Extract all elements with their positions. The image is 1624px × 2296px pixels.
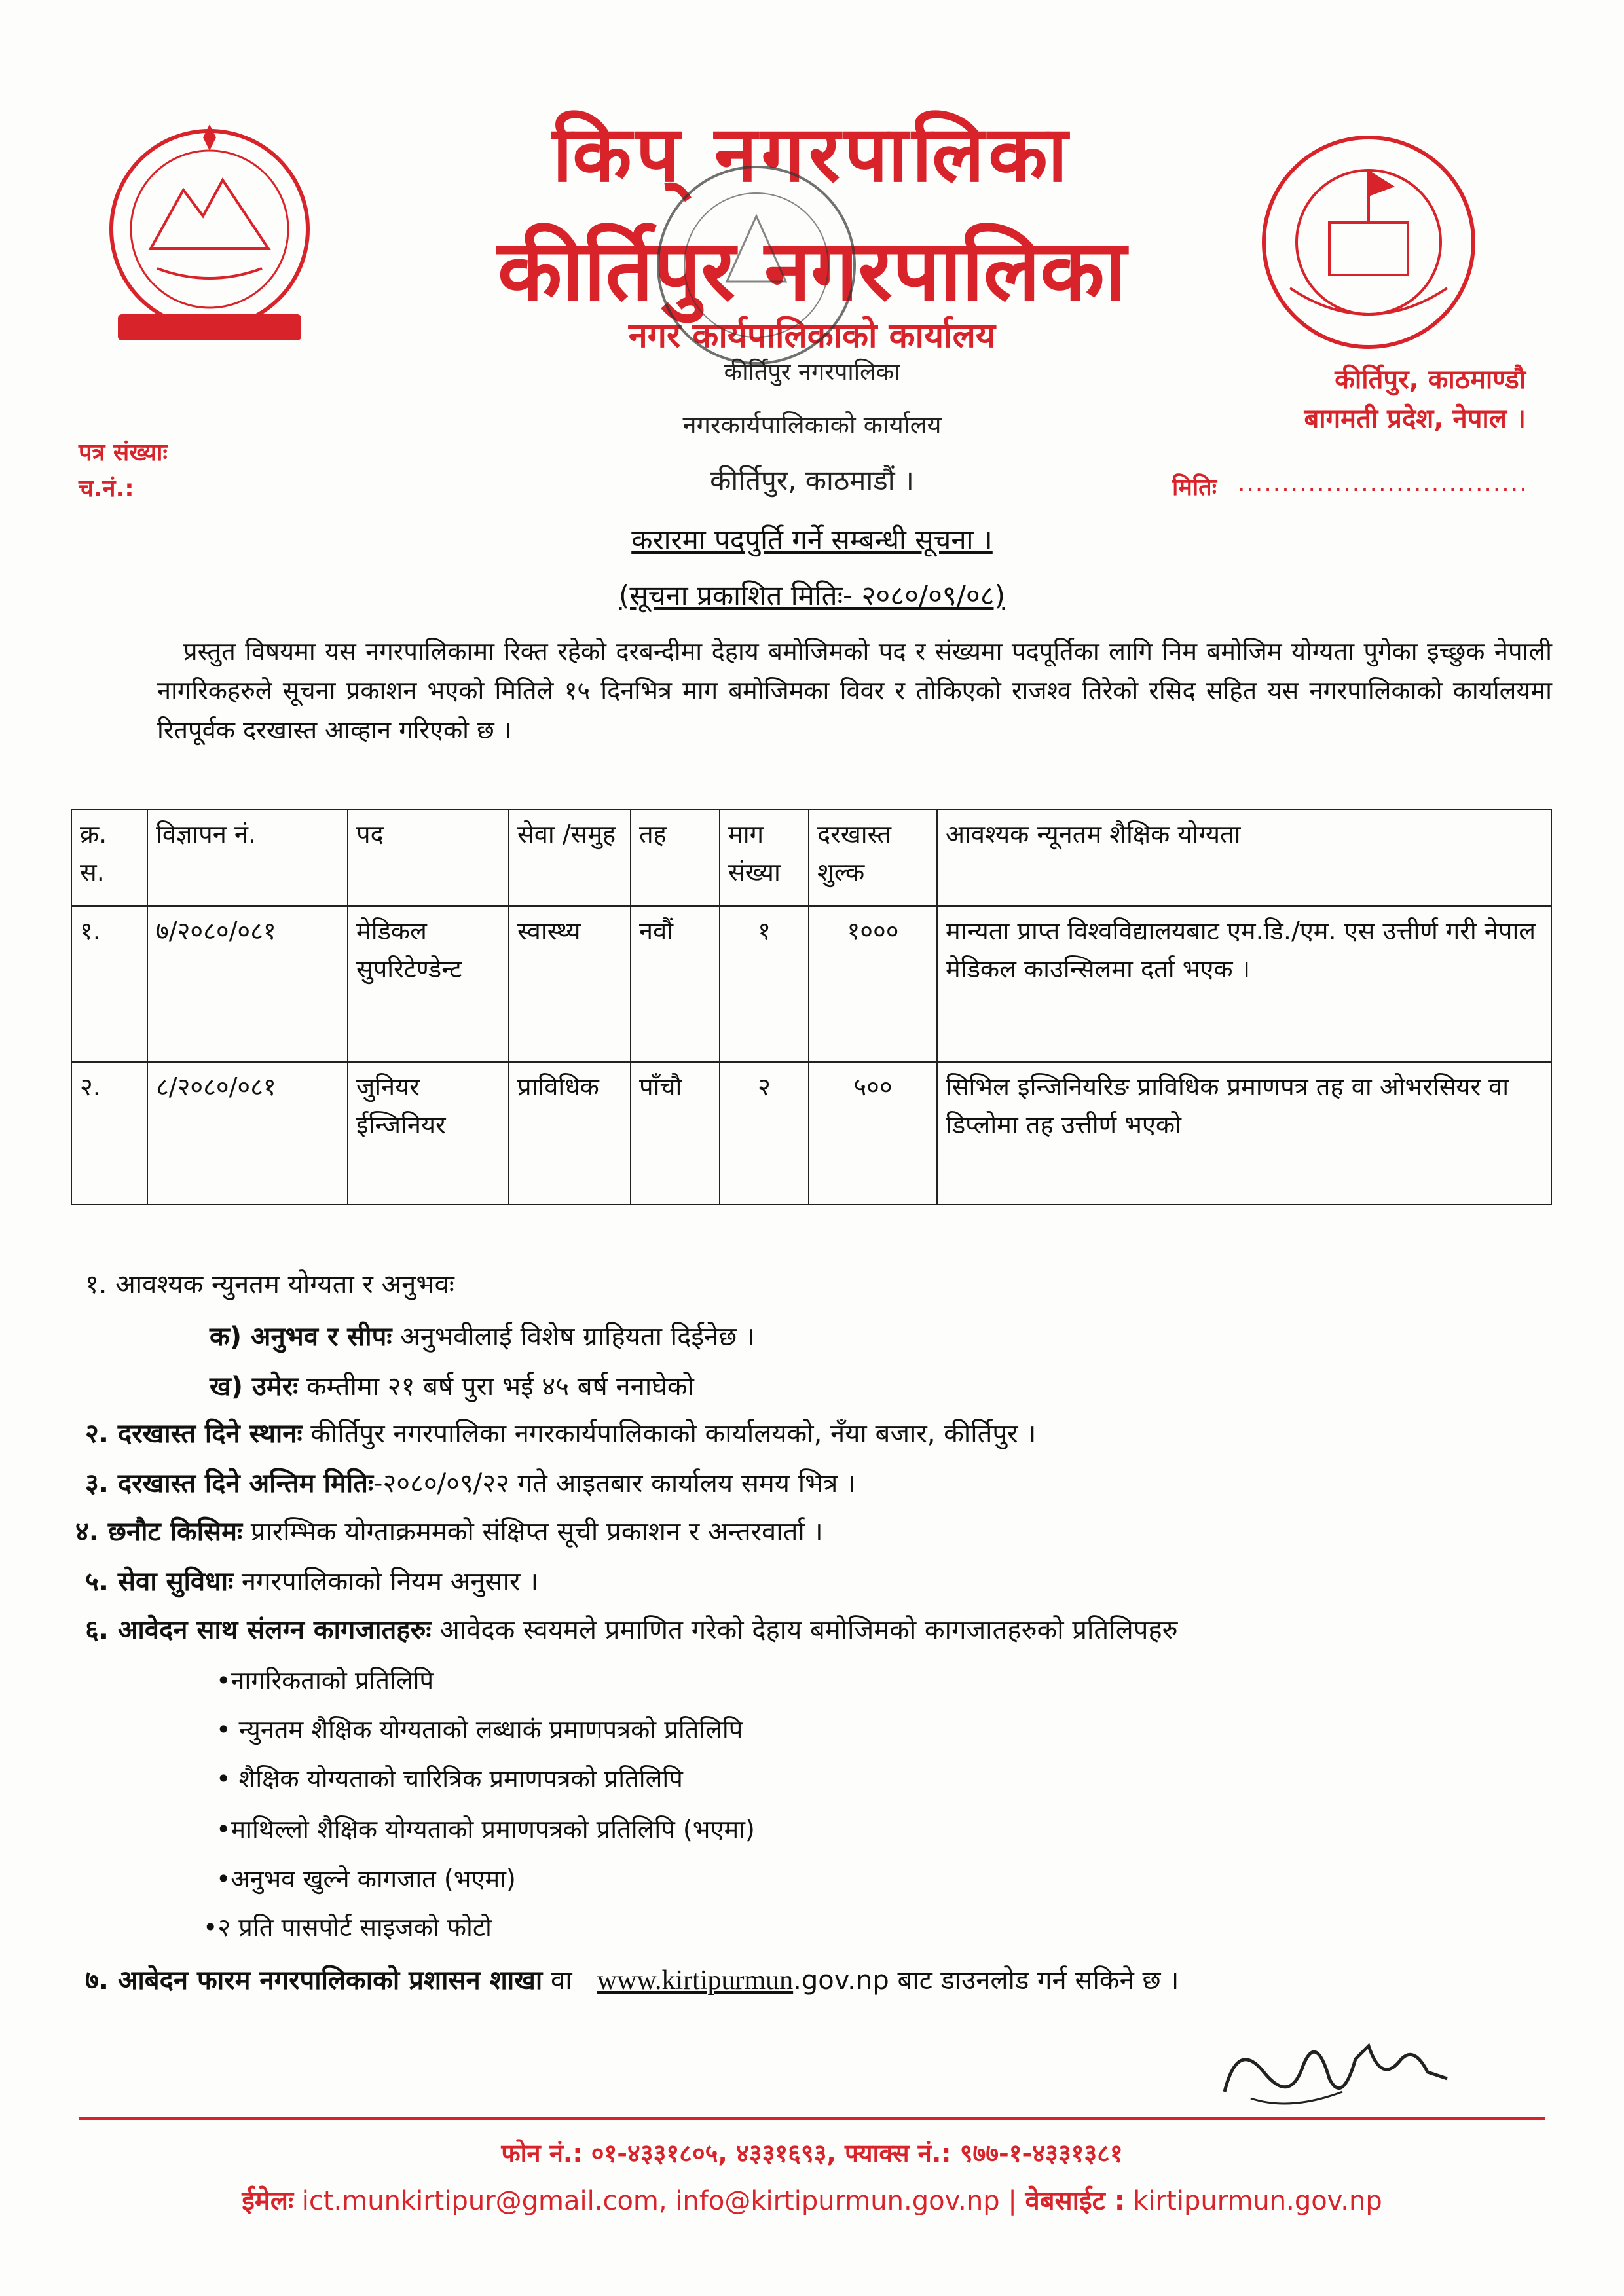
cell-service: प्राविधिक (509, 1062, 631, 1205)
cell-fee: १००० (809, 906, 937, 1062)
condition-7: ७. आबेदन फारम नगरपालिकाको प्रशासन शाखा वा www.kirtipurmun.gov.np बाट डाउनलोड गर्न सकिने छ । (85, 1965, 1179, 1995)
table-row (71, 1062, 1551, 1205)
location-line-1: कीर्तिपुर, काठमाण्डौ (1335, 365, 1526, 395)
title-newari: किप् नगरपालिका (552, 108, 1072, 199)
footer-website[interactable]: kirtipurmun.gov.np (1124, 2186, 1382, 2216)
col-level: तह (631, 809, 720, 906)
footer-phone: फोन नं.: ०१-४३३१८०५, ४३३१६९३, फ्याक्स नं.: ९७७-१-४३३१३८१ (501, 2139, 1123, 2168)
list-item: •माथिल्लो शैक्षिक योग्यताको प्रमाणपत्रको प्रतिलिपि (भएमा) (216, 1815, 755, 1844)
office-stamp (648, 157, 864, 373)
date-blank: ................................. (1238, 470, 1528, 497)
cell-sn: १. (71, 906, 147, 1062)
stamp-line-location: कीर्तिपुर, काठमाडौं । (710, 464, 914, 496)
col-service: सेवा /समुह (509, 809, 631, 906)
date-label: मितिः (1172, 474, 1217, 501)
condition-4: ४. छनौट किसिमः प्रारम्भिक योग्ताक्रममको संक्षिप्त सूची प्रकाशन र अन्तरवार्ता । (75, 1517, 823, 1547)
condition-1a: क) अनुभव र सीपः अनुभवीलाई विशेष ग्राहियता दिईनेछ । (210, 1322, 756, 1352)
stamp-line-municipality: कीर्तिपुर नगरपालिका (724, 359, 900, 386)
cell-ad-no: ८/२०८०/०८१ (147, 1062, 348, 1205)
condition-2: २. दरखास्त दिने स्थानः कीर्तिपुर नगरपालिका नगरकार्यपालिकाको कार्यालयको, नँया बजार, कीर्तिपुर । (85, 1419, 1037, 1449)
cell-qualification: मान्यता प्राप्त विश्वविद्यालयबाट एम.डि./एम. एस उत्तीर्ण गरी नेपाल मेडिकल काउन्सिलमा दर्ता भएक । (937, 906, 1551, 1062)
condition-1-heading: १. आवश्यक न्युनतम योग्यता र अनुभवः (85, 1269, 454, 1300)
condition-3: ३. दरखास्त दिने अन्तिम मितिः-२०८०/०९/२२ गते आइतबार कार्यालय समय भित्र । (85, 1468, 857, 1499)
col-sn: क्र. स. (71, 809, 147, 906)
footer-contacts: ईमेलः ict.munkirtipur@gmail.com, info@kirtipurmun.gov.np | वेबसाईट : kirtipurmun.gov.np (242, 2186, 1382, 2216)
cell-post: जुनियर ईन्जिनियर (348, 1062, 509, 1205)
cell-fee: ५०० (809, 1062, 937, 1205)
notice-intro: प्रस्तुत विषयमा यस नगरपालिकामा रिक्त रहेको दरबन्दीमा देहाय बमोजिमको पद र संख्यमा पदपूर्तिका लागि निम बमोजिम योग्यता पुगेका इच्छुक नेपाली नागरिकहरुले सूचना प्रकाशन भएको मितिले १५ दिनभित्र माग बमोजिमका विवर र तोकिएको राजश्व तिरेको रसिद सहित यस नगरपालिकाको कार्यालयमा रितपूर्वक दरखास्त आव्हान गरिएको छ । (157, 637, 1552, 744)
vacancy-table (71, 809, 1552, 1205)
cell-level: पाँचौ (631, 1062, 720, 1205)
list-item: • न्युनतम शैक्षिक योग्यताको लब्धाकं प्रमाणपत्रको प्रतिलिपि (216, 1715, 743, 1744)
cell-count: २ (720, 1062, 809, 1205)
municipality-title: कीर्तिपुर नगरपालिका (498, 222, 1126, 319)
website-link[interactable]: www.kirtipurmun (597, 1965, 794, 1995)
list-item: •नागरिकताको प्रतिलिपि (216, 1666, 434, 1695)
list-item: • शैक्षिक योग्यताको चारित्रिक प्रमाणपत्रको प्रतिलिपि (216, 1764, 683, 1793)
signature (1211, 2020, 1460, 2124)
office-subtitle: नगर कार्यपालिकाको कार्यालय (628, 316, 996, 355)
notice-published-date: (सूचना प्रकाशित मितिः- २०८०/०९/०८) (619, 579, 1005, 611)
col-count: माग संख्या (720, 809, 809, 906)
condition-6: ६. आवेदन साथ संलग्न कागजातहरुः आवेदक स्वयमले प्रमाणित गरेको देहाय बमोजिमको कागजातहरुको प्रतिलिपहरु (85, 1615, 1178, 1645)
cell-sn: २. (71, 1062, 147, 1205)
col-ad-no: विज्ञापन नं. (147, 809, 348, 906)
dispatch-number-label: च.नं.: (79, 475, 134, 502)
col-post: पद (348, 809, 509, 906)
cell-count: १ (720, 906, 809, 1062)
col-qualification: आवश्यक न्यूनतम शैक्षिक योग्यता (937, 809, 1551, 906)
cell-ad-no: ७/२०८०/०८१ (147, 906, 348, 1062)
cell-level: नवौं (631, 906, 720, 1062)
cell-qualification: सिभिल इन्जिनियरिङ प्राविधिक प्रमाणपत्र तह वा ओभरसियर वा डिप्लोमा तह उत्तीर्ण भएको (937, 1062, 1551, 1205)
notice-title: करारमा पदपुर्ति गर्ने सम्बन्धी सूचना । (631, 524, 993, 556)
footer-emails[interactable]: ict.munkirtipur@gmail.com, info@kirtipurmun.gov.np | (293, 2186, 1025, 2216)
location-line-2: बागमती प्रदेश, नेपाल । (1304, 404, 1526, 434)
cell-post: मेडिकल सुपरिटेण्डेन्ट (348, 906, 509, 1062)
nepal-emblem-icon (79, 118, 341, 354)
list-item: •अनुभव खुल्ने कागजात (भएमा) (216, 1865, 516, 1893)
letter-number-label: पत्र संख्याः (79, 439, 168, 466)
cell-service: स्वास्थ्य (509, 906, 631, 1062)
footer-divider (79, 2117, 1545, 2120)
list-item: •२ प्रति पासपोर्ट साइजको फोटो (203, 1913, 492, 1942)
table-header-row (71, 809, 1551, 906)
condition-5: ५. सेवा सुविधाः नगरपालिकाको नियम अनुसार । (85, 1567, 539, 1597)
table-row (71, 906, 1551, 1062)
condition-1b: ख) उमेरः कम्तीमा २१ बर्ष पुरा भई ४५ बर्ष ननाघेको (210, 1372, 694, 1402)
stamp-line-office: नगरकार्यपालिकाको कार्यालय (682, 410, 942, 439)
col-fee: दरखास्त शुल्क (809, 809, 937, 906)
municipality-logo-icon (1231, 124, 1506, 373)
